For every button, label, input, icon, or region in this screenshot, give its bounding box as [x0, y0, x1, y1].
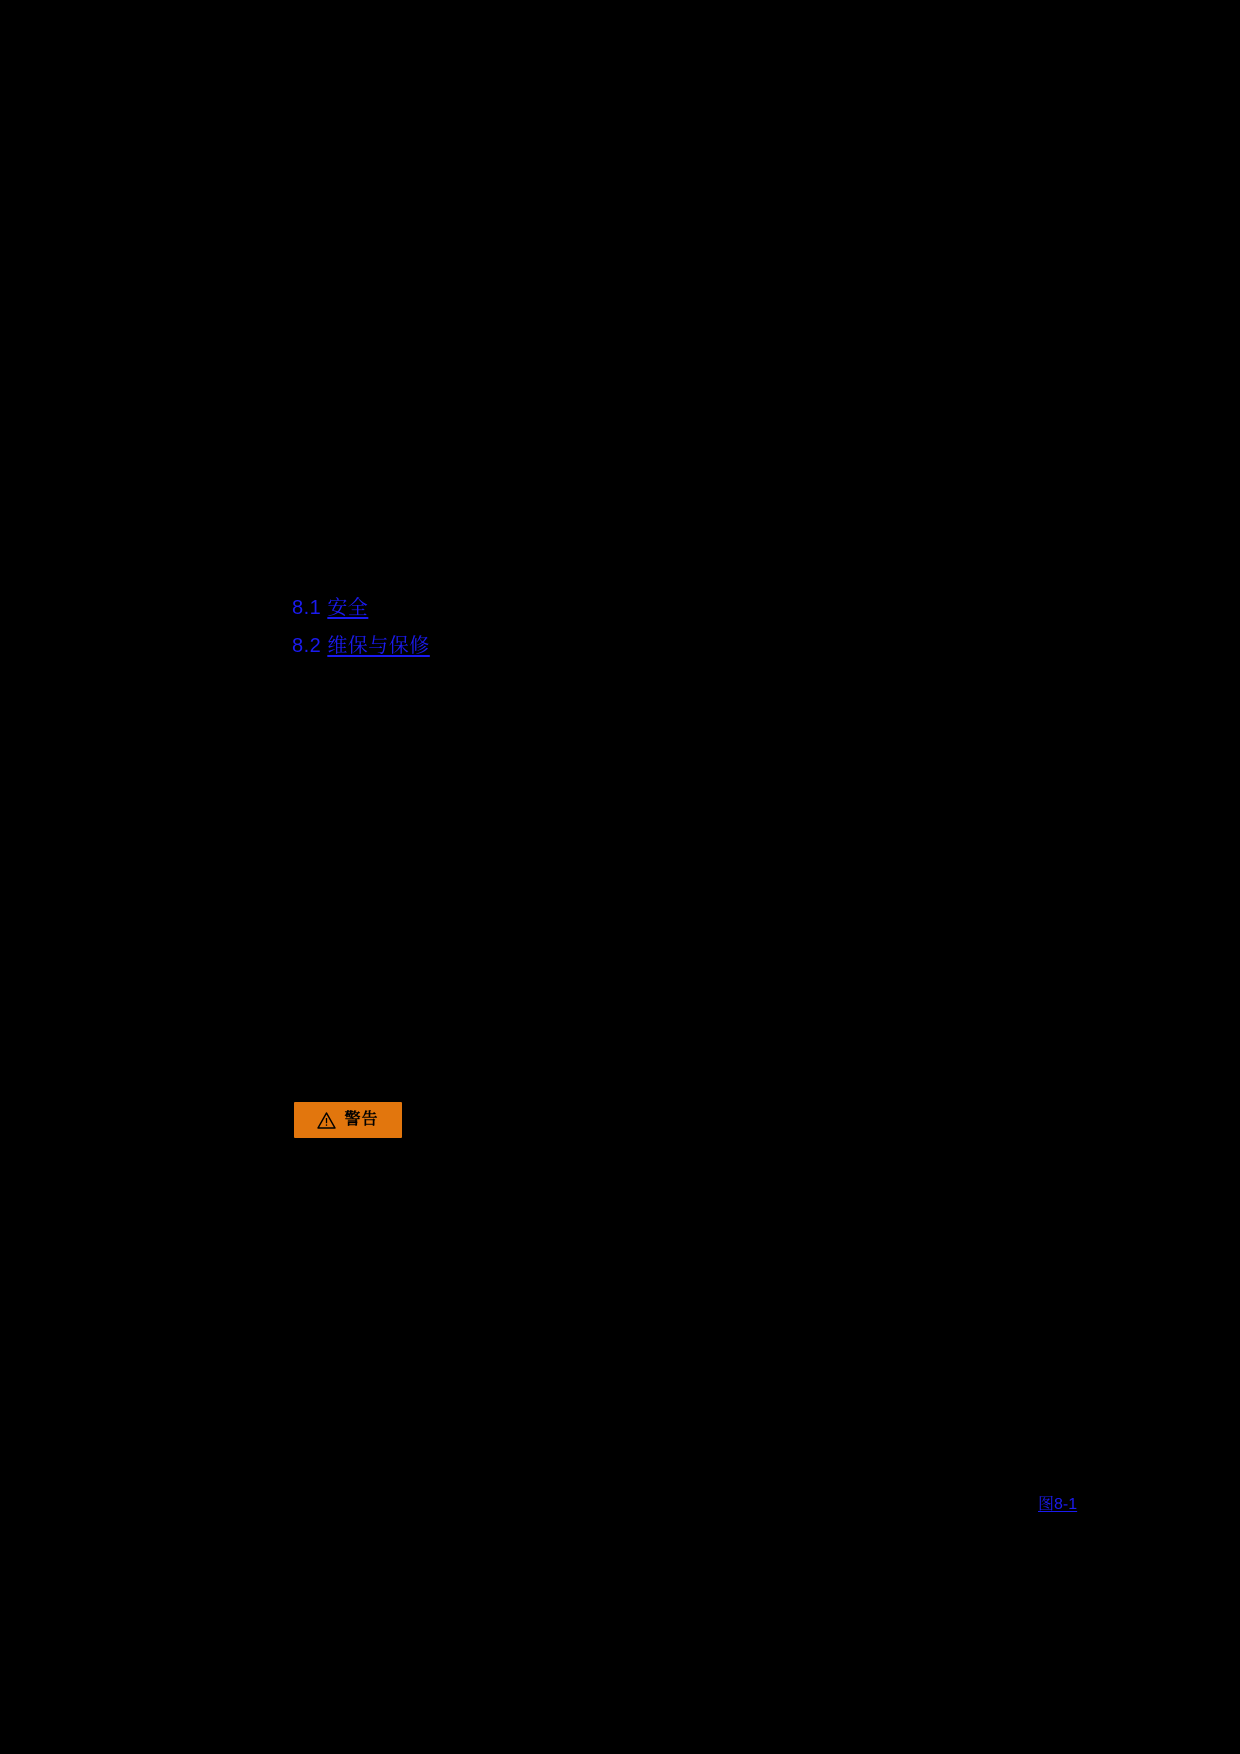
toc-item-8-2[interactable] [292, 634, 430, 658]
figure-cross-reference[interactable] [1038, 1495, 1077, 1515]
toc-item-8-1[interactable] [292, 596, 430, 620]
toc-item-8-1-number: 8.1 [292, 597, 322, 619]
figure-ref-label: 图 [1038, 1496, 1055, 1513]
warning-triangle-icon [317, 1112, 336, 1129]
warning-callout [294, 1102, 402, 1138]
figure-ref-number: 8-1 [1054, 1496, 1078, 1513]
warning-label: 警告 [344, 1111, 379, 1128]
table-of-contents [292, 596, 430, 658]
toc-item-8-2-number: 8.2 [292, 635, 322, 657]
toc-item-8-2-label: 维保与保修 [327, 635, 430, 657]
toc-item-8-1-label: 安全 [327, 597, 369, 619]
